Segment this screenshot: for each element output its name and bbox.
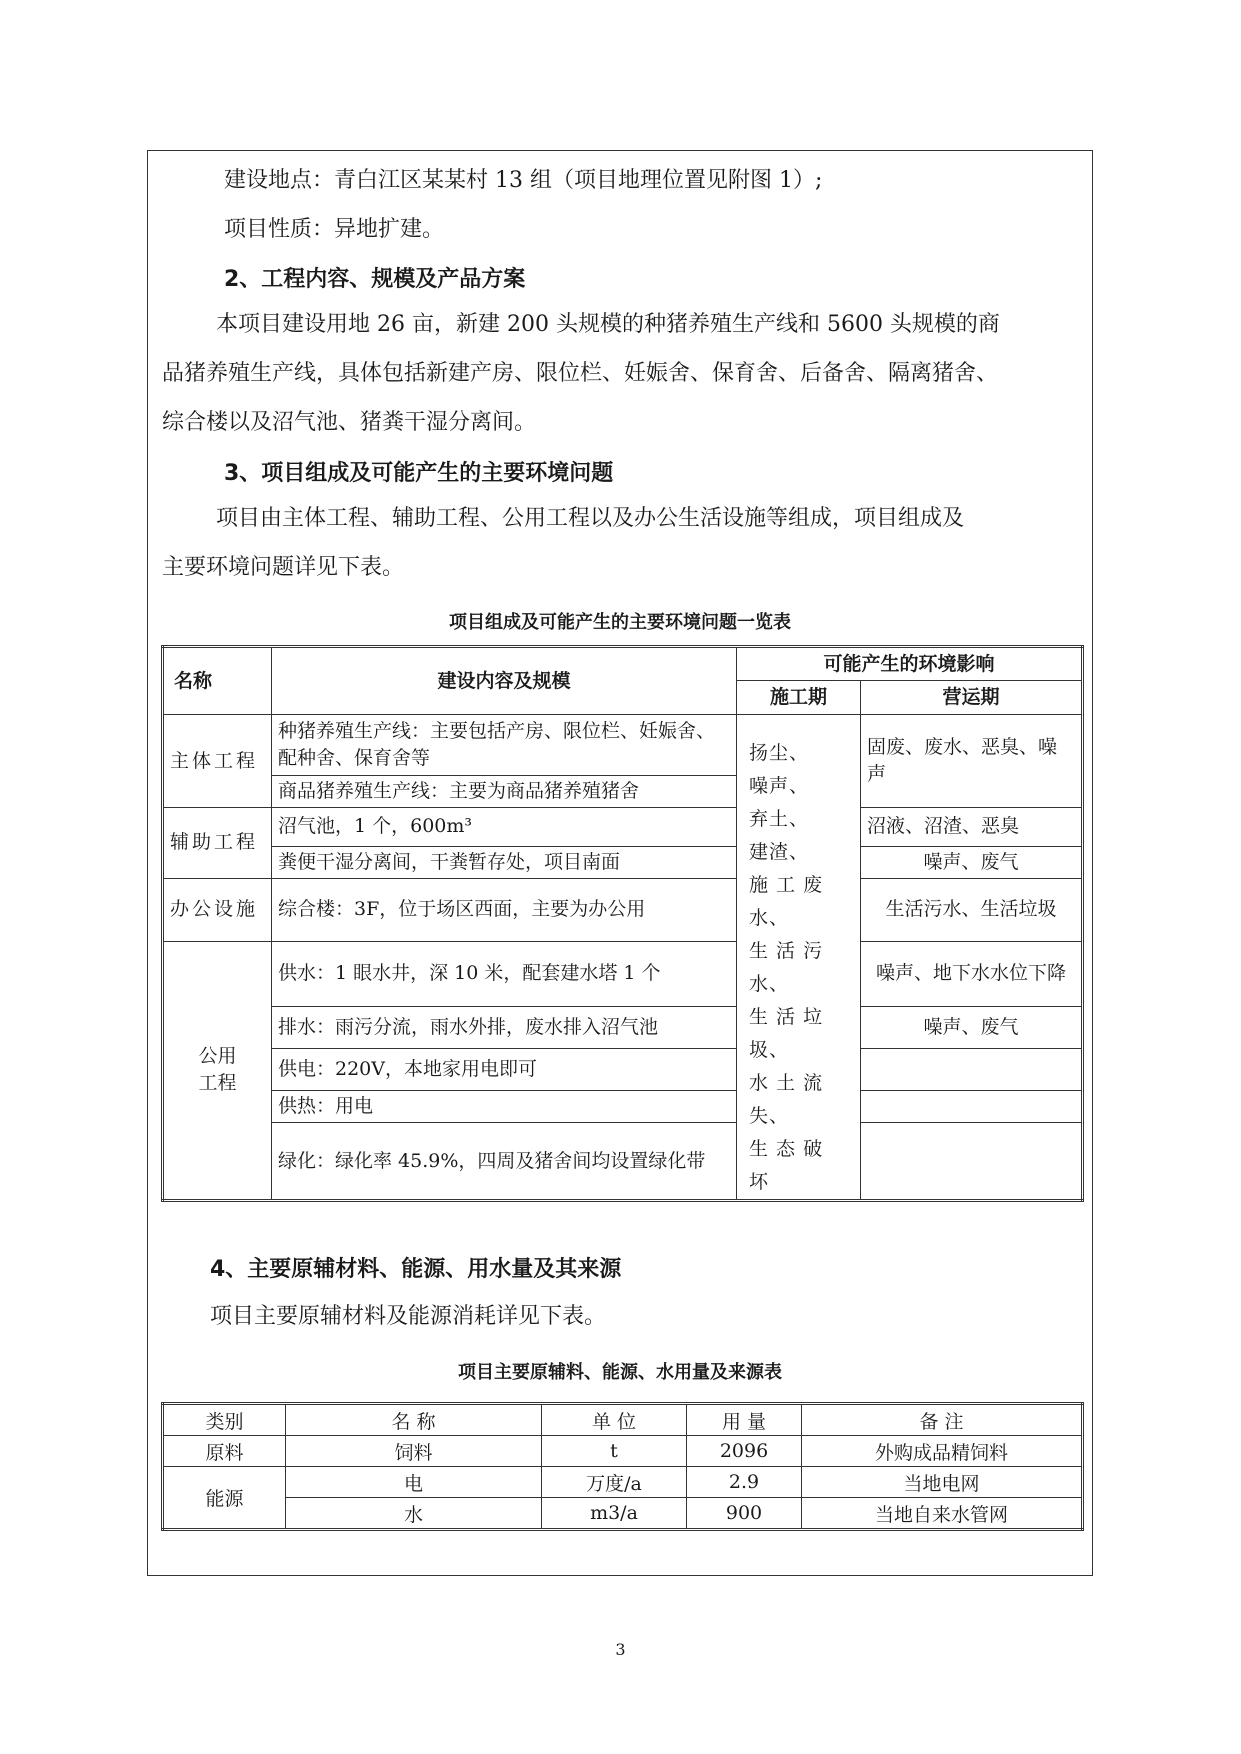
construction-impact-line: 弃土、: [749, 808, 810, 830]
location-line: 建设地点：青白江区某某村 13 组（项目地理位置见附图 1）;: [224, 168, 823, 193]
section4-heading: 4、主要原辅材料、能源、用水量及其来源: [210, 1257, 622, 1282]
office-operation-impact: 生活污水、生活垃圾: [861, 878, 1083, 941]
construction-impact-line: 生 活 垃: [749, 1006, 824, 1028]
electricity-amount: 2.9: [687, 1467, 802, 1498]
biogas-operation-impact: 沼液、沼渣、恶臭: [861, 808, 1083, 847]
construction-impact-line: 生 活 污: [749, 940, 824, 962]
construction-impact-line: 坏: [749, 1171, 770, 1193]
table2-caption: 项目主要原辅料、能源、水用量及来源表: [458, 1362, 782, 1383]
row-office: 综合楼：3F，位于场区西面，主要为办公用: [272, 878, 737, 941]
raw-name: 饲料: [286, 1436, 542, 1467]
environment-impact-table: [161, 645, 1084, 1202]
header-construction: 施工期: [737, 681, 861, 715]
row-green: 绿化：绿化率 45.9%，四周及猪舍间均设置绿化带: [272, 1123, 737, 1201]
group-utility: 公用工程: [163, 941, 272, 1201]
materials-table: [161, 1402, 1084, 1531]
t2-header-name: 名 称: [286, 1404, 542, 1436]
construction-impact-line: 施 工 废: [749, 874, 824, 896]
drain-operation-impact: 噪声、废气: [861, 1007, 1083, 1049]
water-operation-impact: 噪声、地下水水位下降: [861, 941, 1083, 1007]
section3-line-2: 主要环境问题详见下表。: [162, 555, 405, 580]
heat-operation-impact: [861, 1091, 1083, 1123]
group-office: 办公设施: [163, 878, 272, 941]
row-heat: 供热：用电: [272, 1091, 737, 1123]
page-number: 3: [615, 1640, 626, 1659]
header-operation: 营运期: [861, 681, 1083, 715]
section4-line: 项目主要原辅材料及能源消耗详见下表。: [210, 1304, 607, 1329]
construction-impact-line: 扬尘、: [749, 742, 810, 764]
header-impact: 可能产生的环境影响: [737, 647, 1083, 681]
construction-impact-line: 水、: [749, 973, 790, 995]
section2-line-3: 综合楼以及沼气池、猪粪干湿分离间。: [162, 410, 537, 435]
header-name: 名称: [163, 647, 272, 715]
construction-impact-line: 失、: [749, 1105, 790, 1127]
section2-line-1: 本项目建设用地 26 亩，新建 200 头规模的种猪养殖生产线和 5600 头规模的商: [216, 312, 1000, 337]
group-main: 主体工程: [163, 715, 272, 808]
t2-header-category: 类别: [163, 1404, 286, 1436]
row-biogas: 沼气池，1 个，600m³: [272, 808, 737, 847]
water-unit: m3/a: [542, 1498, 687, 1530]
section3-heading: 3、项目组成及可能产生的主要环境问题: [224, 461, 614, 486]
construction-impact-line: 水、: [749, 907, 790, 929]
t2-header-unit: 单 位: [542, 1404, 687, 1436]
row-commercial: 商品猪养殖生产线：主要为商品猪养殖猪舍: [272, 776, 737, 808]
construction-impact-line: 噪声、: [749, 775, 810, 797]
water-amount: 900: [687, 1498, 802, 1530]
t2-header-amount: 用 量: [687, 1404, 802, 1436]
row-power: 供电：220V，本地家用电即可: [272, 1049, 737, 1091]
section3-line-1: 项目由主体工程、辅助工程、公用工程以及办公生活设施等组成，项目组成及: [216, 506, 965, 531]
t2-header-note: 备 注: [802, 1404, 1083, 1436]
construction-impact-line: 生 态 破: [749, 1138, 824, 1160]
section2-heading: 2、工程内容、规模及产品方案: [224, 267, 526, 292]
row-breeding: 种猪养殖生产线：主要包括产房、限位栏、妊娠舍、配种舍、保育舍等: [272, 715, 737, 776]
raw-category: 原料: [163, 1436, 286, 1467]
section2-line-2: 品猪养殖生产线，具体包括新建产房、限位栏、妊娠舍、保育舍、后备舍、隔离猪舍、: [162, 361, 999, 386]
main-operation-impact: 固废、废水、恶臭、噪声: [861, 715, 1083, 808]
row-manure: 粪便干湿分离间，干粪暂存处，项目南面: [272, 846, 737, 878]
electricity-name: 电: [286, 1467, 542, 1498]
construction-impact-line: 建渣、: [749, 841, 810, 863]
raw-amount: 2096: [687, 1436, 802, 1467]
water-note: 当地自来水管网: [802, 1498, 1083, 1530]
power-operation-impact: [861, 1049, 1083, 1091]
energy-category: 能源: [163, 1467, 286, 1530]
electricity-note: 当地电网: [802, 1467, 1083, 1498]
header-content: 建设内容及规模: [272, 647, 737, 715]
row-water: 供水：1 眼水井，深 10 米，配套建水塔 1 个: [272, 941, 737, 1007]
row-drain: 排水：雨污分流，雨水外排，废水排入沼气池: [272, 1007, 737, 1049]
construction-impact-line: 水 土 流: [749, 1072, 824, 1094]
green-operation-impact: [861, 1123, 1083, 1201]
construction-impact-line: 圾、: [749, 1039, 790, 1061]
raw-unit: t: [542, 1436, 687, 1467]
table1-caption: 项目组成及可能产生的主要环境问题一览表: [449, 612, 791, 633]
electricity-unit: 万度/a: [542, 1467, 687, 1498]
construction-impacts: [737, 715, 861, 1201]
water-name: 水: [286, 1498, 542, 1530]
manure-operation-impact: 噪声、废气: [861, 846, 1083, 878]
raw-note: 外购成品精饲料: [802, 1436, 1083, 1467]
group-aux: 辅助工程: [163, 808, 272, 879]
nature-line: 项目性质：异地扩建。: [224, 217, 445, 242]
